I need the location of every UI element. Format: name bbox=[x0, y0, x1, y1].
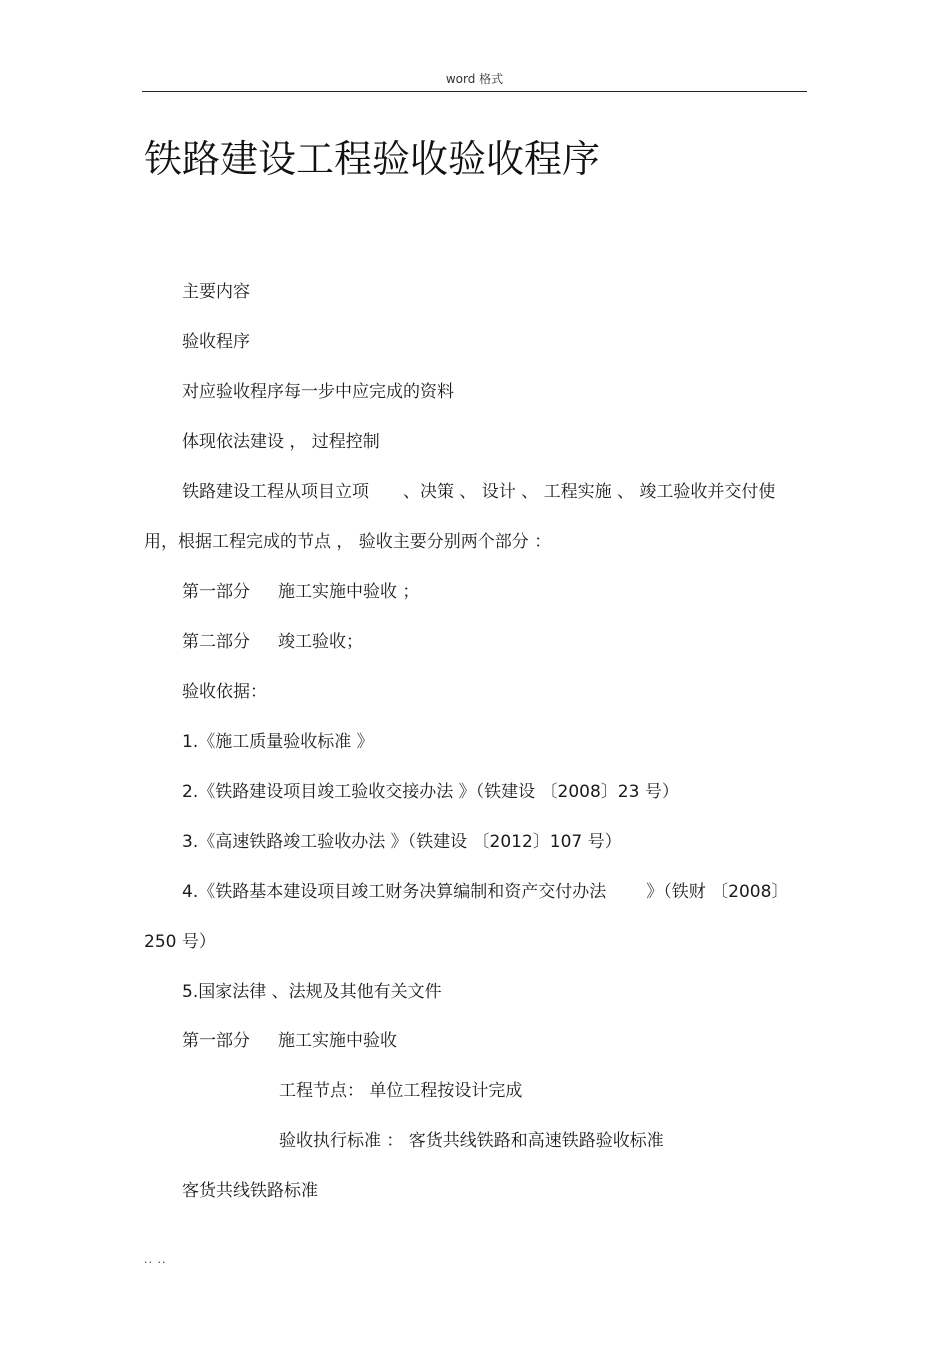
section-part-one-text: 施工实施中验收 bbox=[278, 1031, 397, 1051]
paragraph-lawful-construction: 体现依法建设 ， 过程控制 bbox=[182, 432, 380, 452]
acceptance-standard: 验收执行标准 ： 客货共线铁路和高速铁路验收标准 bbox=[279, 1131, 664, 1151]
part-one-label: 第一部分 bbox=[182, 582, 250, 602]
paragraph-part-two bbox=[182, 631, 363, 653]
reference-item-2: 2.《铁路建设项目竣工验收交接办法 》（铁建设 〔2008〕23 号） bbox=[182, 782, 679, 802]
header-divider bbox=[142, 91, 807, 92]
paragraph-project-stages bbox=[182, 481, 775, 503]
paragraph-part-one bbox=[182, 581, 419, 603]
reference-item-1: 1.《施工质量验收标准 》 bbox=[182, 732, 374, 752]
paragraph-acceptance-procedure: 验收程序 bbox=[182, 332, 250, 352]
reference-item-4-continued: 250 号） bbox=[144, 932, 216, 952]
paragraph-acceptance-basis: 验收依据： bbox=[182, 682, 267, 702]
reference-item-4-part2: 》（铁财 〔2008〕 bbox=[646, 882, 789, 902]
reference-item-3: 3.《高速铁路竣工验收办法 》（铁建设 〔2012〕107 号） bbox=[182, 832, 622, 852]
reference-item-5: 5.国家法律 、法规及其他有关文件 bbox=[182, 982, 442, 1002]
paragraph-corresponding-materials: 对应验收程序每一步中应完成的资料 bbox=[182, 382, 454, 402]
paragraph-project-stages-continued: 用，根据工程完成的节点 ， 验收主要分别两个部分 ： bbox=[144, 532, 552, 552]
paragraph-project-stages-part1: 铁路建设工程从项目立项 bbox=[182, 482, 369, 502]
page-header: word 格式 bbox=[445, 72, 504, 86]
section-part-one-heading bbox=[182, 1030, 397, 1052]
engineering-node: 工程节点： 单位工程按设计完成 bbox=[279, 1081, 523, 1101]
page-footer: .. .. bbox=[144, 1253, 167, 1266]
reference-item-4-part1: 4.《铁路基本建设项目竣工财务决算编制和资产交付办法 bbox=[182, 882, 607, 902]
passenger-freight-standard: 客货共线铁路标准 bbox=[182, 1181, 318, 1201]
paragraph-project-stages-part2: 、决策 、 设计 、 工程实施 、 竣工验收并交付使 bbox=[403, 482, 776, 502]
section-part-one-label: 第一部分 bbox=[182, 1031, 250, 1051]
paragraph-main-content: 主要内容 bbox=[182, 282, 250, 302]
part-two-label: 第二部分 bbox=[182, 632, 250, 652]
document-title: 铁路建设工程验收验收程序 bbox=[144, 137, 601, 181]
reference-item-4 bbox=[182, 881, 788, 903]
part-one-text: 施工实施中验收 ； bbox=[278, 582, 420, 602]
part-two-text: 竣工验收； bbox=[278, 632, 363, 652]
